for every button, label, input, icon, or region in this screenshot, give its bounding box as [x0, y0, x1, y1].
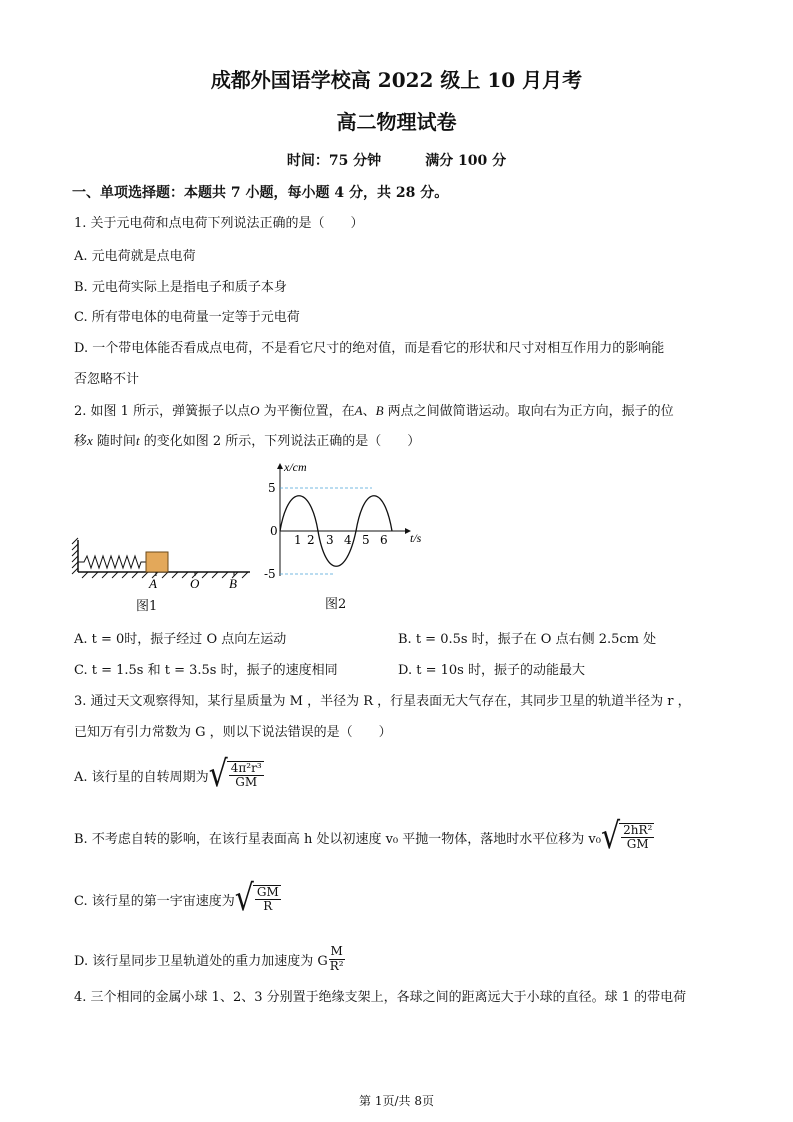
figure-2-xt-graph — [258, 456, 438, 586]
x-tick-5: 5 — [362, 533, 370, 547]
figure-1-caption: 图1 — [136, 599, 158, 614]
figure-2-caption: 图2 — [325, 597, 347, 612]
x-tick-2: 2 — [307, 533, 315, 547]
y-tick-0: 0 — [270, 524, 278, 538]
q3-option-c: C. 该行星的第一宇宙速度为 √ $\frac{GM}{R}$ — [74, 877, 279, 920]
q3-option-d: D. 该行星同步卫星轨道处的重力加速度为 G $\frac{M}{\text{R²}}$ — [74, 944, 344, 973]
sqrt-expression: √ $\frac{\text{2hR²}}{GM}$ — [600, 815, 653, 858]
x-axis-label: t/s — [410, 531, 422, 545]
time-limit: 时间：75 分钟 — [286, 153, 382, 169]
page-footer: 第 1页/共 8页 — [359, 1094, 434, 1108]
q3-stem-line1: 3. 通过天文观察得知，某行星质量为 M ，半径为 R ，行星表面无大气存在，其同步卫星的轨道半径为 r ， — [74, 694, 691, 709]
fraction-expression: $\frac{M}{\text{R²}}$ — [329, 944, 344, 973]
point-label-a: A — [149, 576, 157, 591]
q2-option-c: C. t = 1.5s 和 t = 3.5s 时，振子的速度相同 — [74, 663, 338, 678]
q3-option-b: B. 不考虑自转的影响，在该行星表面高 h 处以初速度 v₀ 平抛一物体，落地时水平位移为 v₀ √ $\frac{\text{2hR²}}{GM}$ — [74, 815, 653, 858]
y-tick-neg5: -5 — [264, 567, 276, 581]
y-axis-label: x/cm — [284, 460, 307, 474]
q2-option-b: B. t = 0.5s 时，振子在 O 点右侧 2.5cm 处 — [398, 632, 657, 647]
x-tick-6: 6 — [380, 533, 388, 547]
q1-stem: 1. 关于元电荷和点电荷下列说法正确的是（ ） — [74, 216, 364, 231]
exam-meta — [0, 150, 793, 170]
q1-option-a: A. 元电荷就是点电荷 — [74, 249, 196, 264]
q2-stem-line2: 移x 随时间t 的变化如图 2 所示，下列说法正确的是（ ） — [74, 433, 421, 449]
q1-option-c: C. 所有带电体的电荷量一定等于元电荷 — [74, 310, 300, 325]
q3-stem-line2: 已知万有引力常数为 G ，则以下说法错误的是（ ） — [74, 725, 392, 740]
sqrt-expression: √ $\frac{\text{4π²r³}}{GM}$ — [208, 753, 262, 796]
figure-1-spring-oscillator — [70, 530, 260, 620]
q1-option-b: B. 元电荷实际上是指电子和质子本身 — [74, 280, 287, 295]
q3-option-a: A. 该行星的自转周期为 √ $\frac{\text{4π²r³}}{GM}$ — [74, 753, 262, 796]
q2-option-d: D. t = 10s 时，振子的动能最大 — [398, 663, 585, 678]
point-label-o: O — [190, 576, 200, 591]
section-heading: 一、单项选择题：本题共 7 小题，每小题 4 分，共 28 分。 — [72, 185, 449, 201]
sqrt-expression: √ $\frac{GM}{R}$ — [234, 877, 279, 920]
q2-stem-line1: 2. 如图 1 所示，弹簧振子以点O 为平衡位置，在A、B 两点之间做简谐运动。取向右为正方向，振子的位 — [74, 403, 674, 419]
q4-stem: 4. 三个相同的金属小球 1、2、3 分别置于绝缘支架上，各球之间的距离远大于小球的直径。球 1 的带电荷 — [74, 990, 687, 1005]
point-label-b: B — [229, 576, 237, 591]
x-tick-3: 3 — [326, 533, 334, 547]
q2-option-a: A. t = 0时，振子经过 O 点向左运动 — [74, 632, 287, 647]
full-score: 满分 100 分 — [425, 153, 507, 169]
page-subtitle: 高二物理试卷 — [336, 110, 457, 134]
y-tick-5: 5 — [268, 481, 276, 495]
page-title: 成都外国语学校高 2022 级上 10 月月考 — [210, 68, 583, 92]
q1-option-d-line1: D. 一个带电体能否看成点电荷，不是看它尺寸的绝对值，而是看它的形状和尺寸对相互作用力的影响能 — [74, 341, 665, 356]
x-tick-4: 4 — [344, 533, 352, 547]
x-tick-1: 1 — [294, 533, 302, 547]
q1-option-d-line2: 否忽略不计 — [74, 372, 140, 387]
